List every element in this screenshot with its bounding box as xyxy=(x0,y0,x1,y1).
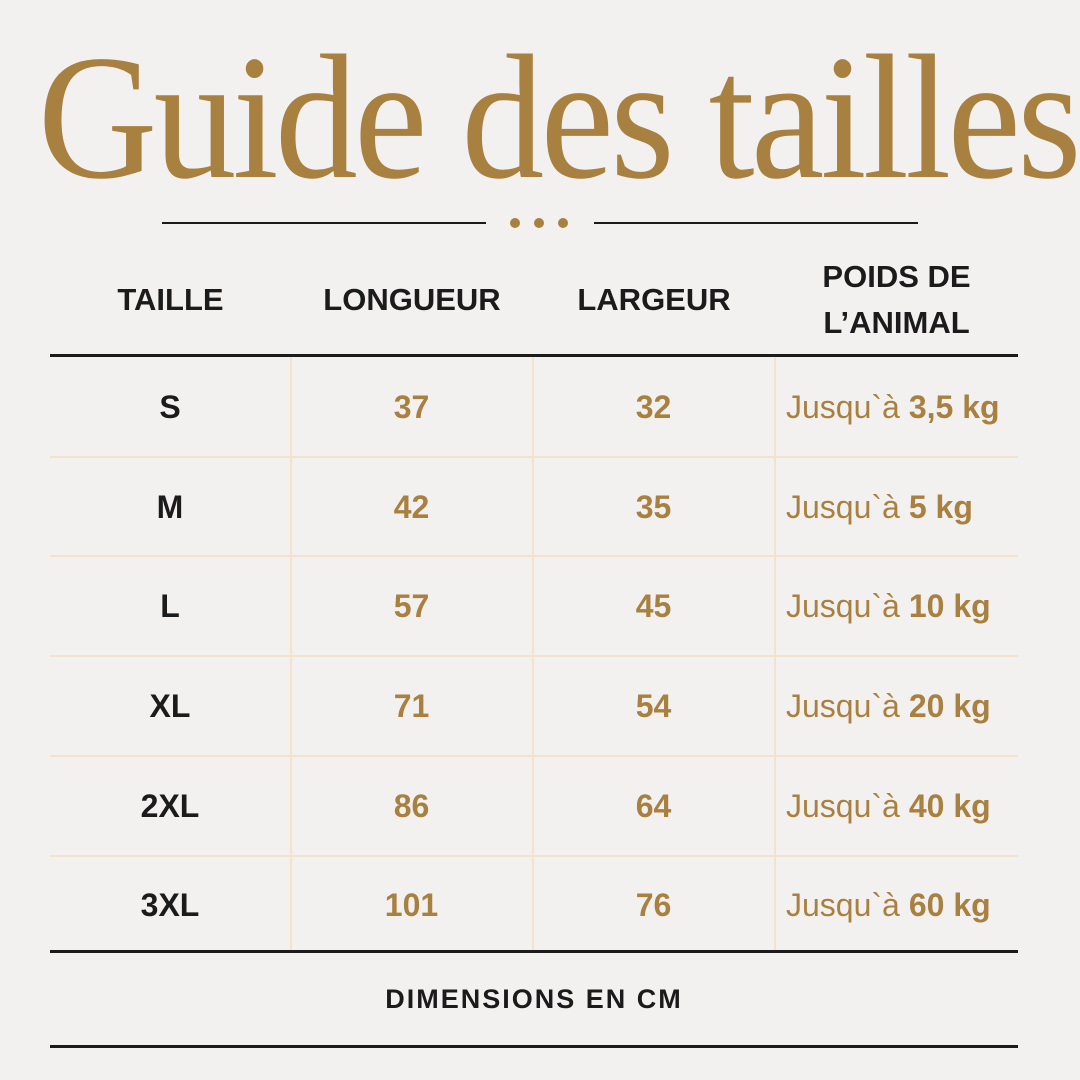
weight-amount: 5 kg xyxy=(908,488,973,525)
weight-prefix: Jusqu`à xyxy=(786,388,900,425)
table-row xyxy=(50,855,1018,955)
table-row xyxy=(50,656,1018,756)
header-length: LONGUEUR xyxy=(323,282,501,317)
dimensions-note: DIMENSIONS EN CM xyxy=(385,983,683,1014)
header-width: LARGEUR xyxy=(577,282,731,317)
width-cell: 32 xyxy=(635,388,672,425)
weight-cell xyxy=(786,357,1026,457)
weight-prefix: Jusqu`à xyxy=(786,587,900,624)
dot-icon xyxy=(558,218,568,228)
length-cell: 86 xyxy=(393,787,430,824)
ornament-dots xyxy=(510,218,570,228)
page-title: Guide des tailles xyxy=(37,18,1078,216)
width-cell: 64 xyxy=(635,787,672,824)
length-cell: 42 xyxy=(393,488,430,525)
size-table xyxy=(50,357,1018,950)
weight-prefix: Jusqu`à xyxy=(786,488,900,525)
weight-amount: 20 kg xyxy=(908,687,991,724)
header-size: TAILLE xyxy=(117,282,224,317)
table-row xyxy=(50,457,1018,557)
weight-amount: 10 kg xyxy=(908,587,991,624)
size-cell: S xyxy=(159,388,181,425)
size-cell: XL xyxy=(149,687,191,724)
weight-prefix: Jusqu`à xyxy=(786,787,900,824)
weight-cell xyxy=(786,556,1026,656)
size-cell: 3XL xyxy=(140,886,200,923)
width-cell: 54 xyxy=(635,687,672,724)
size-cell: M xyxy=(156,488,184,525)
weight-prefix: Jusqu`à xyxy=(786,687,900,724)
table-row xyxy=(50,756,1018,856)
size-cell: L xyxy=(160,587,180,624)
weight-cell xyxy=(786,756,1026,856)
footer-rule xyxy=(50,1045,1018,1048)
length-cell: 57 xyxy=(393,587,430,624)
weight-cell xyxy=(786,457,1026,557)
width-cell: 35 xyxy=(635,488,672,525)
header-weight xyxy=(775,250,1018,350)
table-row xyxy=(50,357,1018,457)
weight-amount: 40 kg xyxy=(908,787,991,824)
weight-amount: 3,5 kg xyxy=(908,388,1000,425)
width-cell: 45 xyxy=(635,587,672,624)
weight-cell xyxy=(786,656,1026,756)
divider-line-left xyxy=(162,222,486,224)
size-cell: 2XL xyxy=(140,787,200,824)
table-row xyxy=(50,556,1018,656)
weight-prefix: Jusqu`à xyxy=(786,886,900,923)
dot-icon xyxy=(510,218,520,228)
divider-line-right xyxy=(594,222,918,224)
dot-icon xyxy=(534,218,544,228)
length-cell: 101 xyxy=(384,886,439,923)
header-weight-line2: L’ANIMAL xyxy=(823,305,970,340)
length-cell: 71 xyxy=(393,687,430,724)
width-cell: 76 xyxy=(635,886,672,923)
weight-amount: 60 kg xyxy=(908,886,991,923)
header-weight-line1: POIDS DE xyxy=(822,259,971,294)
weight-cell xyxy=(786,855,1026,955)
length-cell: 37 xyxy=(393,388,430,425)
